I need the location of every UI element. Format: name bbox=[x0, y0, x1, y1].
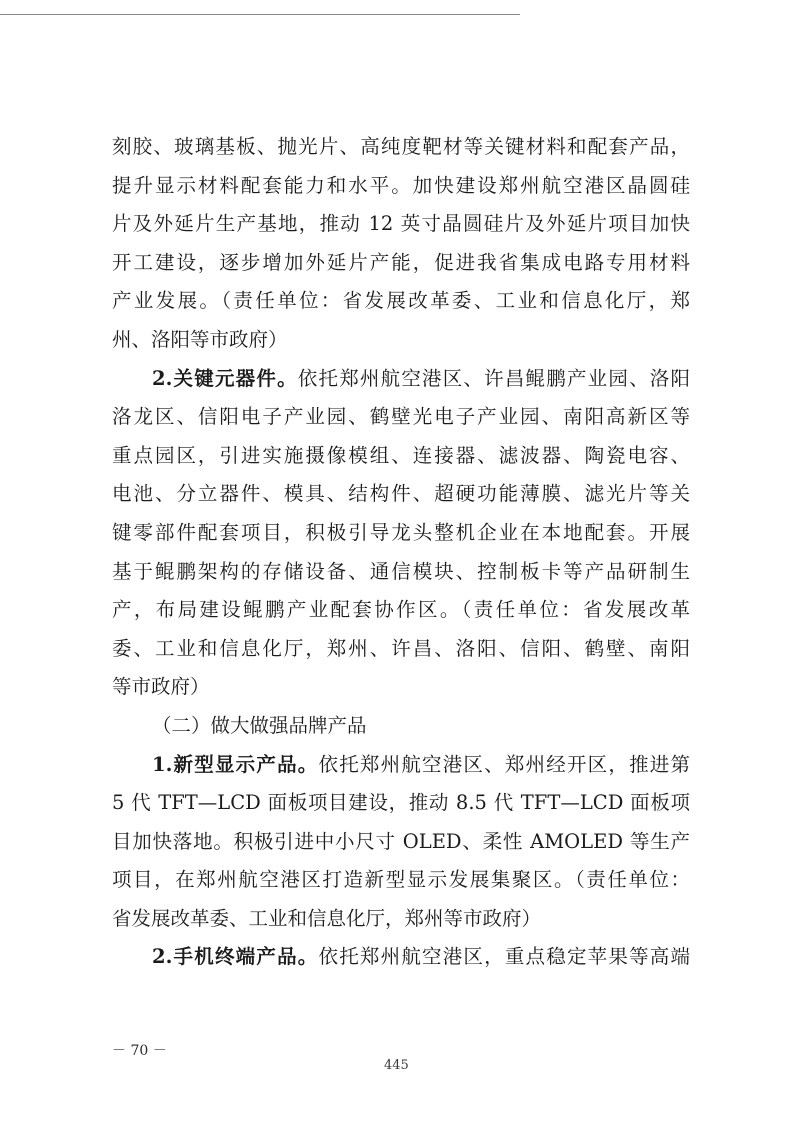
heading-display-products: 1.新型显示产品。 bbox=[152, 752, 319, 776]
heading-mobile-products: 2.手机终端产品。 bbox=[152, 945, 319, 969]
page-number: － 70 － bbox=[112, 1043, 167, 1059]
body-line: 州、洛阳等市政府） bbox=[112, 327, 288, 351]
body-line: 5 代 TFT—LCD 面板项目建设，推动 8.5 代 TFT—LCD 面板项 bbox=[112, 791, 690, 815]
body-line: 产，布局建设鲲鹏产业配套协作区。（责任单位：省发展改革 bbox=[112, 598, 690, 622]
stamp-number: 445 bbox=[384, 1058, 409, 1073]
body-line: 键零部件配套项目，积极引导龙头整机企业在本地配套。开展 bbox=[112, 520, 690, 544]
body-text: 依托郑州航空港区、许昌鲲鹏产业园、洛阳 bbox=[297, 366, 690, 390]
paragraph-mobile-first-line bbox=[112, 938, 690, 977]
body-text: 依托郑州航空港区，重点稳定苹果等高端 bbox=[318, 945, 690, 969]
body-line: 项目，在郑州航空港区打造新型显示发展集聚区。（责任单位： bbox=[112, 868, 690, 892]
body-line: 省发展改革委、工业和信息化厅，郑州等市政府） bbox=[112, 906, 542, 930]
body-text: 依托郑州航空港区、郑州经开区，推进第 bbox=[318, 752, 690, 776]
paragraph-key-components-first-line bbox=[112, 360, 690, 399]
body-line: 重点园区，引进实施摄像模组、连接器、滤波器、陶瓷电容、 bbox=[112, 443, 690, 467]
top-rule bbox=[0, 14, 520, 15]
body-line: 基于鲲鹏架构的存储设备、通信模块、控制板卡等产品研制生 bbox=[112, 559, 690, 583]
body-line: 刻胶、玻璃基板、抛光片、高纯度靶材等关键材料和配套产品， bbox=[112, 135, 690, 158]
body-line: 委、工业和信息化厅，郑州、许昌、洛阳、信阳、鹤壁、南阳 bbox=[112, 636, 690, 660]
body-line: 洛龙区、信阳电子产业园、鹤壁光电子产业园、南阳高新区等 bbox=[112, 405, 690, 429]
paragraph-display-first-line bbox=[112, 746, 690, 785]
body-line: 开工建设，逐步增加外延片产能，促进我省集成电路专用材料 bbox=[112, 250, 690, 274]
body-line: 产业发展。（责任单位：省发展改革委、工业和信息化厅，郑 bbox=[112, 289, 690, 313]
subsection-title: （二）做大做强品牌产品 bbox=[152, 713, 367, 737]
body-line: 提升显示材料配套能力和水平。加快建设郑州航空港区晶圆硅 bbox=[112, 173, 690, 197]
document-body bbox=[112, 128, 690, 977]
body-line: 等市政府） bbox=[112, 675, 210, 699]
body-line: 片及外延片生产基地，推动 12 英寸晶圆硅片及外延片项目加快 bbox=[112, 212, 690, 236]
heading-key-components: 2.关键元器件。 bbox=[152, 366, 298, 390]
body-line: 目加快落地。积极引进中小尺寸 OLED、柔性 AMOLED 等生产 bbox=[112, 829, 690, 853]
body-line: 电池、分立器件、模具、结构件、超硬功能薄膜、滤光片等关 bbox=[112, 482, 690, 506]
